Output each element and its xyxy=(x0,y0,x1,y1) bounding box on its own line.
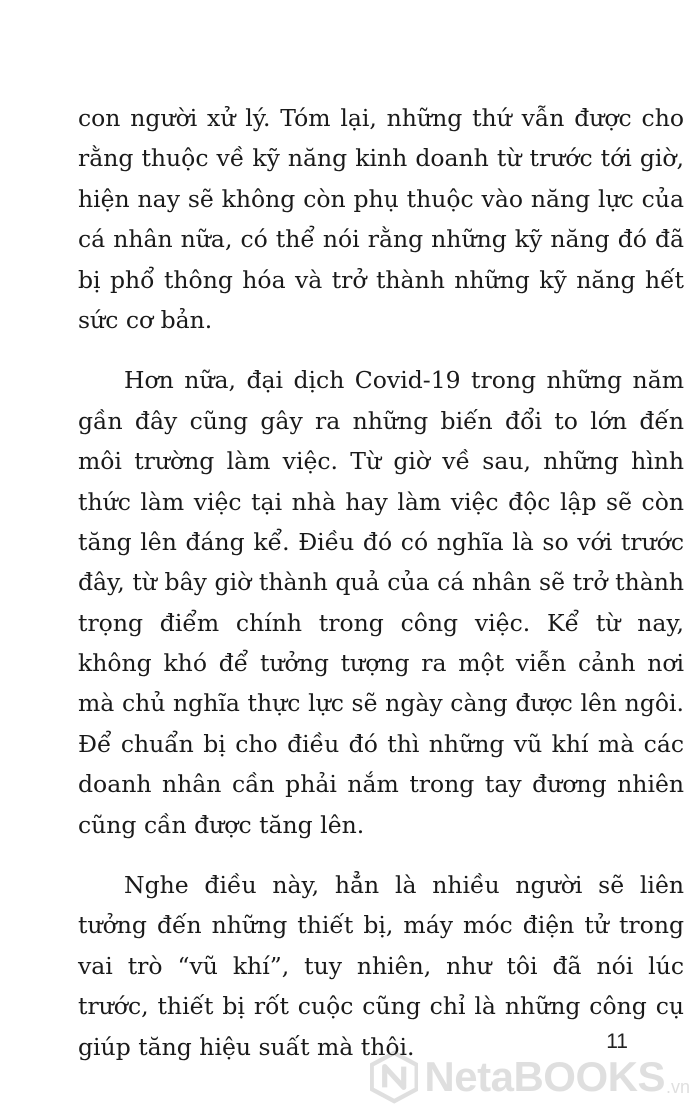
text-line: môi trường làm việc. Từ giờ về sau, những hình xyxy=(78,447,684,476)
watermark xyxy=(370,1042,690,1112)
text-line: không khó để tưởng tượng ra một viễn cảnh nơi xyxy=(78,649,684,678)
text-line: gần đây cũng gây ra những biến đổi to lớn đến xyxy=(78,406,684,435)
text-line: rằng thuộc về kỹ năng kinh doanh từ trước tới giờ, xyxy=(78,144,684,173)
watermark-text: NetaBOOKS xyxy=(424,1053,665,1100)
text-line: cũng cần được tăng lên. xyxy=(78,810,365,839)
text-line: hiện nay sẽ không còn phụ thuộc vào năng lực của xyxy=(78,184,684,213)
text-line: mà chủ nghĩa thực lực sẽ ngày càng được lên ngôi. xyxy=(78,689,684,718)
text-line: đây, từ bây giờ thành quả của cá nhân sẽ trở thành xyxy=(78,568,684,597)
text-line: trước, thiết bị rốt cuộc cũng chỉ là những công cụ xyxy=(78,992,684,1021)
watermark-suffix: .vn xyxy=(665,1077,690,1097)
text-line: trọng điểm chính trong công việc. Kể từ nay, xyxy=(78,608,684,637)
text-line: bị phổ thông hóa và trở thành những kỹ năng hết xyxy=(78,265,684,294)
text-line: Nghe điều này, hẳn là nhiều người sẽ liên xyxy=(124,871,684,900)
text-line: giúp tăng hiệu suất mà thôi. xyxy=(78,1032,415,1061)
body-text xyxy=(78,98,684,1067)
text-line: sức cơ bản. xyxy=(78,305,213,334)
paragraph xyxy=(78,865,684,1067)
text-line: tưởng đến những thiết bị, máy móc điện tử trong xyxy=(78,911,684,940)
text-line: Hơn nữa, đại dịch Covid-19 trong những năm xyxy=(124,366,684,395)
paragraph xyxy=(78,98,684,340)
text-line: tăng lên đáng kể. Điều đó có nghĩa là so với trước xyxy=(78,527,684,556)
page-number: 11 xyxy=(606,1030,628,1053)
text-line: con người xử lý. Tóm lại, những thứ vẫn được cho xyxy=(78,104,684,132)
text-line: Để chuẩn bị cho điều đó thì những vũ khí mà các xyxy=(78,729,684,758)
paragraph xyxy=(78,360,684,845)
text-line: vai trò “vũ khí”, tuy nhiên, như tôi đã nói lúc xyxy=(78,951,684,980)
text-line: cá nhân nữa, có thể nói rằng những kỹ năng đó đã xyxy=(78,225,684,254)
text-line: doanh nhân cần phải nắm trong tay đương nhiên xyxy=(78,770,684,799)
netabooks-logo-icon xyxy=(370,1047,418,1107)
text-line: thức làm việc tại nhà hay làm việc độc lập sẽ còn xyxy=(78,487,684,516)
